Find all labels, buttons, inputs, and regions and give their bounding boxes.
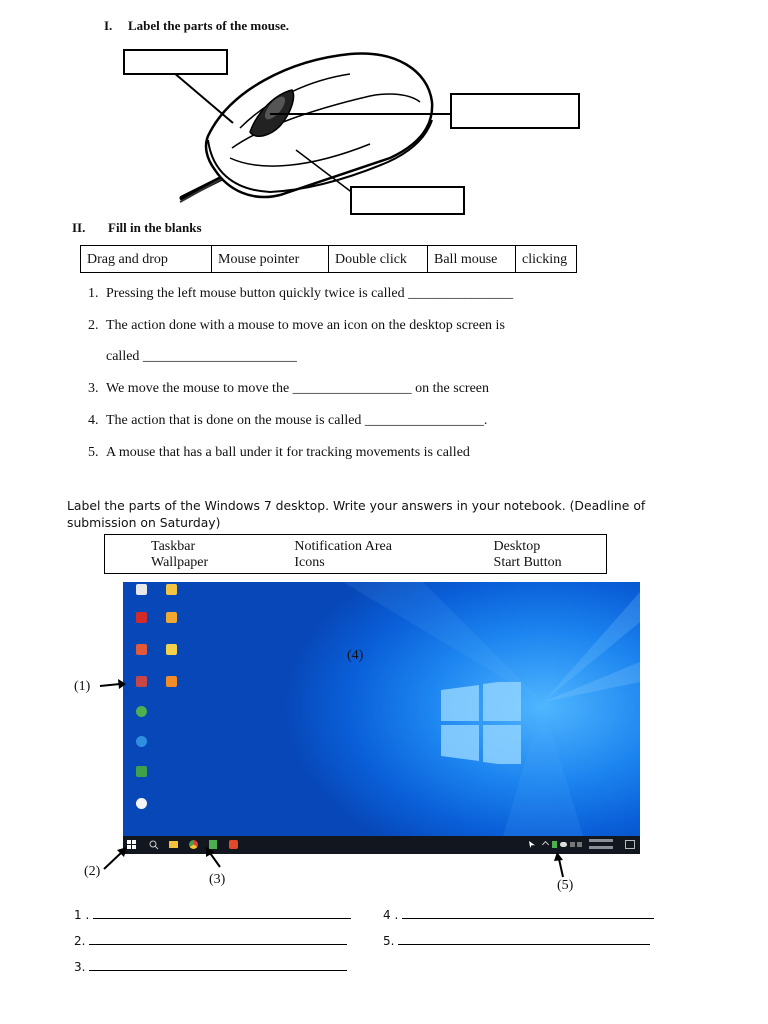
word-bank-item: Desktop [493,539,541,554]
word-bank-item: Notification Area [294,539,392,554]
section-1-number: I. [104,18,113,33]
wallpaper-rays [123,582,640,836]
question-number: 1. [88,286,99,301]
word-bank-item: Ball mouse [428,246,516,273]
desktop-icon[interactable] [123,766,159,778]
notification-area[interactable] [543,841,583,848]
question-text: The action done with a mouse to move an icon on the desktop screen is [106,318,505,333]
word-bank-item: Start Button [493,555,562,570]
mouse-label-box-right[interactable] [450,93,580,129]
desktop-icon[interactable] [153,612,189,624]
annotation-3-arrow [202,845,226,869]
annotation-1: (1) [74,679,91,694]
answer-line-2[interactable] [74,934,347,948]
question-3 [88,381,489,397]
desktop-instruction: Label the parts of the Windows 7 desktop. Write your answers in your notebook. (Deadline of submission on Saturday) [67,498,646,530]
word-bank-item: Double click [329,246,428,273]
desktop-screenshot [123,582,640,854]
section-1-heading [104,18,289,34]
word-bank-item: clicking [516,246,577,273]
desktop-icon[interactable] [123,706,159,718]
action-center-icon[interactable] [625,840,635,849]
clock-date[interactable] [589,846,613,849]
answer-number: 1 . [74,908,90,922]
answer-line-4[interactable] [383,908,654,922]
answer-line-3[interactable] [74,960,347,974]
annotation-1-arrow [98,678,128,692]
annotation-5-arrow [552,851,572,879]
brave-icon[interactable] [229,840,238,849]
question-1 [88,286,513,302]
answer-number: 2. [74,934,86,948]
annotation-2: (2) [84,864,101,879]
answer-number: 3. [74,960,86,974]
desktop-icon[interactable] [123,798,159,810]
question-2 [88,318,505,334]
search-icon[interactable] [149,840,159,850]
chrome-icon[interactable] [189,840,198,849]
desktop-icon[interactable] [153,584,189,596]
clock-time[interactable] [589,839,613,842]
word-bank-item: Wallpaper [151,555,209,570]
annotation-2-arrow [100,843,130,873]
word-bank-item: Drag and drop [81,246,212,273]
section-1-title: Label the parts of the mouse. [128,18,290,33]
desktop-icon[interactable] [153,676,189,688]
answer-number: 5. [383,934,395,948]
section-2-number: II. [72,220,86,235]
question-text: Pressing the left mouse button quickly twice is called _______________ [106,286,514,301]
section-2-title: Fill in the blanks [108,220,202,235]
desktop-word-bank [104,534,607,574]
annotation-4: (4) [347,648,364,663]
word-bank-table [80,245,577,273]
word-bank-item: Icons [294,555,325,570]
word-bank-item: Taskbar [151,539,196,554]
mouse-label-box-left[interactable] [123,49,228,75]
desktop-icon[interactable] [123,736,159,748]
question-number: 2. [88,318,99,333]
question-4 [88,413,487,429]
question-number: 3. [88,381,99,396]
answer-line-5[interactable] [383,934,650,948]
annotation-3: (3) [209,872,226,887]
mouse-label-box-bottom[interactable] [350,186,465,215]
question-text: We move the mouse to move the _________________ on the screen [106,381,490,396]
section-2-heading [72,220,202,236]
annotation-5: (5) [557,878,574,893]
answer-number: 4 . [383,908,399,922]
word-bank-item: Mouse pointer [212,246,329,273]
question-number: 4. [88,413,99,428]
desktop-icon[interactable] [153,644,189,656]
answer-line-1[interactable] [74,908,351,922]
cursor-icon [529,841,535,848]
question-5 [88,445,470,461]
question-2-continued: called ______________________ [106,349,297,364]
question-text: A mouse that has a ball under it for tracking movements is called [106,445,470,460]
file-explorer-icon[interactable] [169,841,178,848]
question-text: The action that is done on the mouse is called _________________. [106,413,488,428]
question-number: 5. [88,445,99,460]
windows-logo [441,682,521,764]
